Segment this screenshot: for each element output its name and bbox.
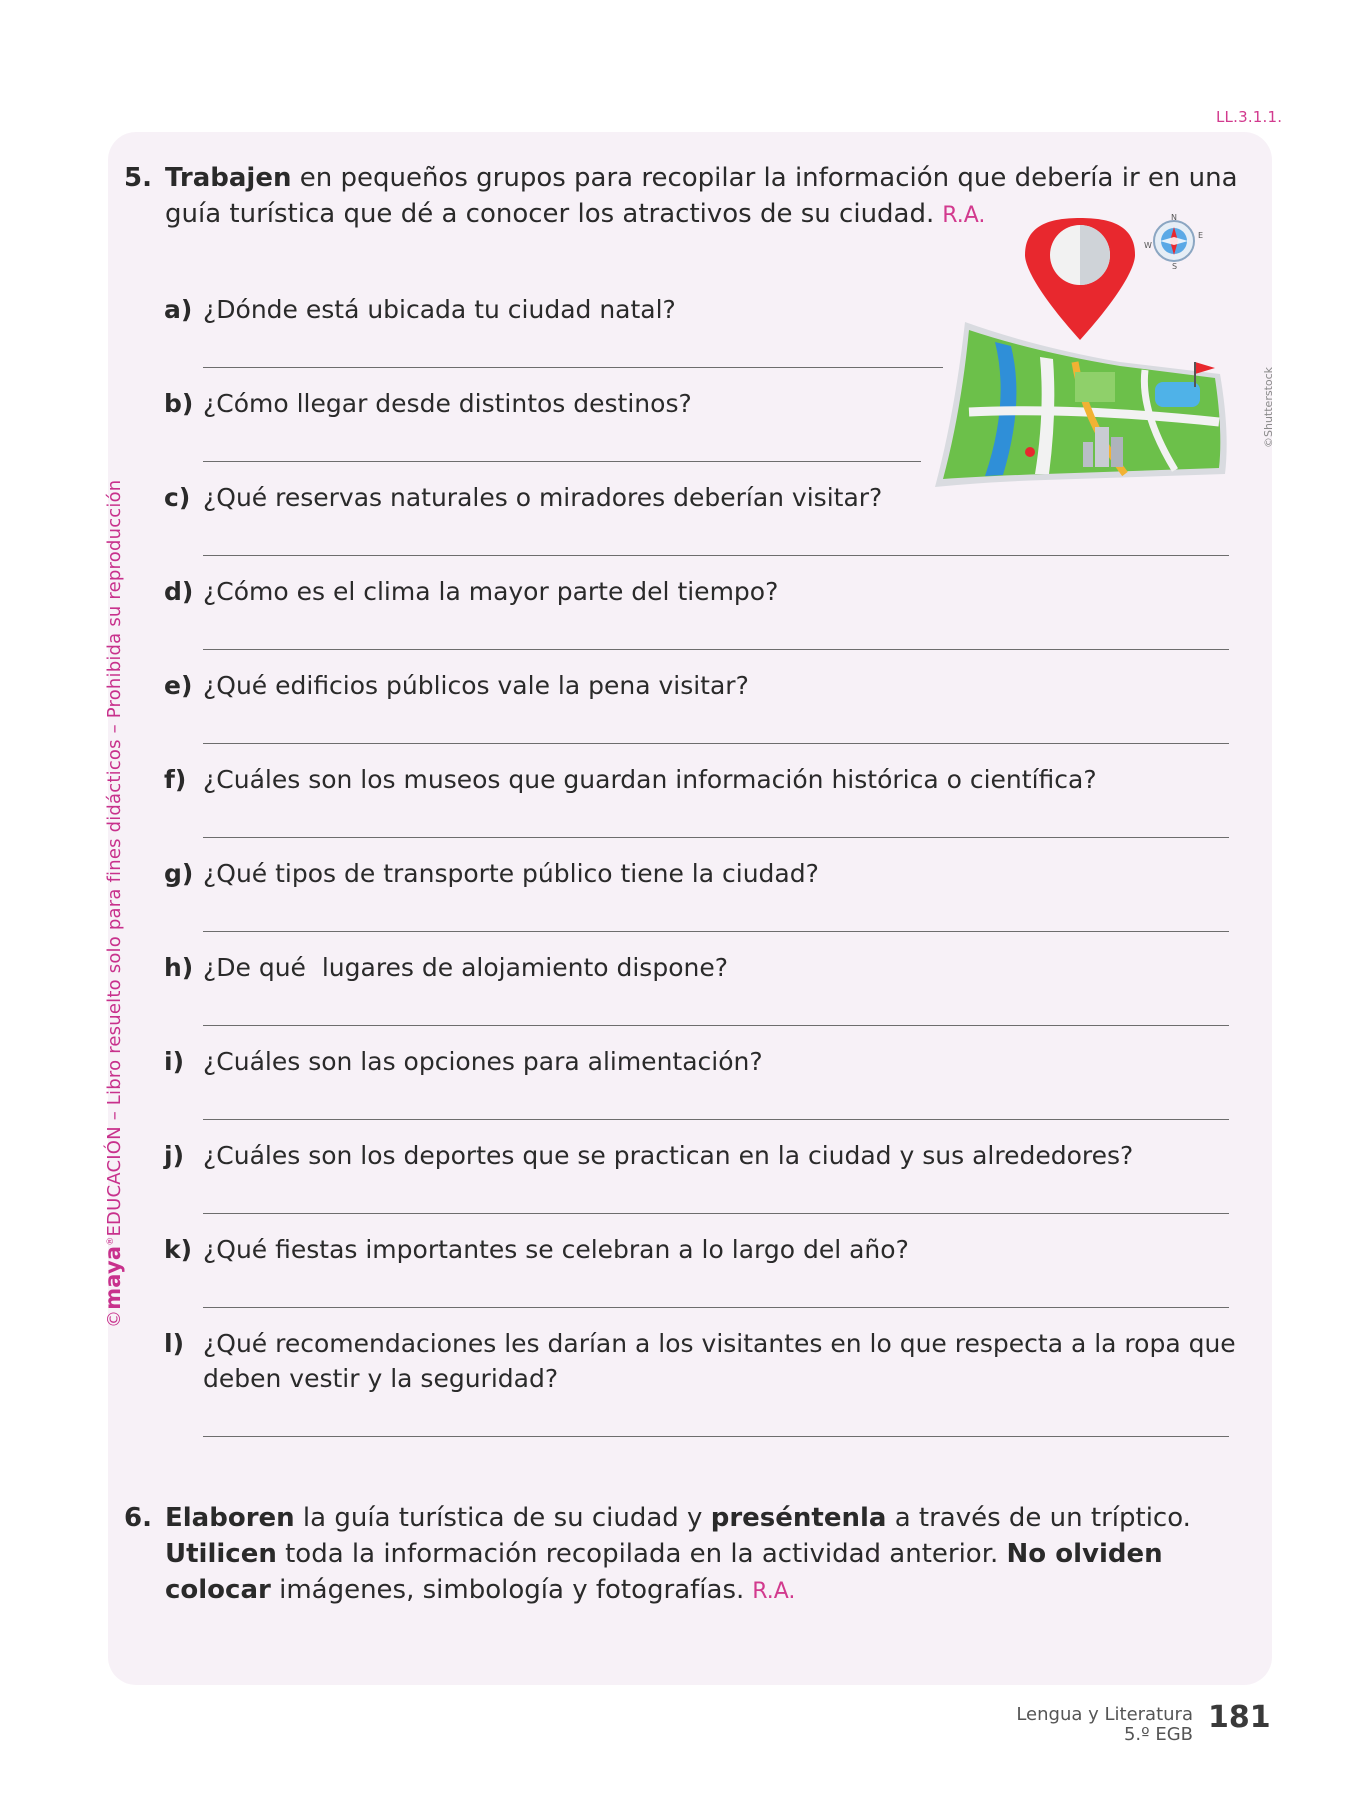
instruction-text-3: toda la información recopilada en la actividad anterior. <box>276 1539 1007 1569</box>
question-a <box>164 292 676 327</box>
ra-mark: R.A. <box>942 203 986 228</box>
instruction-text: en pequeños grupos para recopilar la información que debería ir en una guía turística que dé a conocer los atractivos de su ciudad. <box>165 163 1238 229</box>
question-text: ¿Cuáles son los deportes que se practican en la ciudad y sus alrededores? <box>203 1141 1134 1170</box>
map-svg <box>925 212 1255 502</box>
question-b <box>164 386 692 421</box>
instruction-bold-3: Utilicen <box>165 1539 277 1569</box>
question-letter: h) <box>164 953 194 982</box>
answer-line-g[interactable] <box>203 931 1229 932</box>
city-map-illustration <box>925 212 1255 502</box>
question-text: ¿Cómo es el clima la mayor parte del tiempo? <box>203 577 779 606</box>
activity-number: 6. <box>124 1503 152 1533</box>
question-letter: d) <box>164 577 194 606</box>
question-k <box>164 1232 909 1267</box>
instruction-text-4: imágenes, simbología y fotografías. <box>270 1575 745 1605</box>
instruction-text-2: a través de un tríptico. <box>886 1503 1191 1533</box>
compass-w: W <box>1144 241 1152 250</box>
footer-subject <box>1016 1705 1193 1745</box>
question-text: ¿Qué fiestas importantes se celebran a lo largo del año? <box>203 1235 909 1264</box>
question-text: ¿Dónde está ubicada tu ciudad natal? <box>203 295 676 324</box>
compass-s: S <box>1172 262 1178 271</box>
instruction-bold-1: Elaboren <box>165 1503 295 1533</box>
activity-instruction <box>165 1500 1264 1610</box>
question-text: ¿Qué reservas naturales o miradores deberían visitar? <box>203 483 883 512</box>
question-letter: c) <box>164 483 191 512</box>
question-h <box>164 950 728 985</box>
question-text: ¿Cuáles son los museos que guardan información histórica o científica? <box>203 765 1097 794</box>
activity-number: 5. <box>124 163 152 193</box>
instruction-verb: Trabajen <box>165 163 292 193</box>
instruction-bold-4: No olviden colocar <box>165 1539 1163 1605</box>
compass-icon <box>1144 213 1203 271</box>
credit-text: EDUCACIÓN – Libro resuelto solo para fines didácticos – Prohibida su reproducción <box>104 479 125 1237</box>
question-i <box>164 1044 763 1079</box>
brand-name: maya <box>101 1245 125 1310</box>
question-d <box>164 574 778 609</box>
compass-e: E <box>1198 231 1204 240</box>
question-j <box>164 1138 1133 1173</box>
registered-mark: ® <box>106 1236 116 1246</box>
question-letter: e) <box>164 671 193 700</box>
curriculum-code: LL.3.1.1. <box>1216 108 1283 126</box>
page-number: 181 <box>1208 1700 1271 1735</box>
answer-line-f[interactable] <box>203 837 1229 838</box>
question-letter: l) <box>164 1329 184 1358</box>
question-text: ¿Qué tipos de transporte público tiene la ciudad? <box>203 859 819 888</box>
question-text: ¿Qué edificios públicos vale la pena visitar? <box>203 671 749 700</box>
question-letter: i) <box>164 1047 184 1076</box>
map-base <box>935 322 1227 487</box>
answer-line-e[interactable] <box>203 743 1229 744</box>
answer-line-b[interactable] <box>203 461 921 462</box>
subject-name: Lengua y Literatura <box>1016 1704 1193 1725</box>
answer-line-h[interactable] <box>203 1025 1229 1026</box>
instruction-bold-2: preséntenla <box>710 1503 887 1533</box>
answer-line-c[interactable] <box>203 555 1229 556</box>
copyright-symbol: © <box>104 1309 125 1328</box>
answer-line-d[interactable] <box>203 649 1229 650</box>
compass-n: N <box>1171 213 1177 222</box>
question-letter: f) <box>164 765 187 794</box>
image-credit: ©Shutterstock <box>1262 366 1275 448</box>
question-e <box>164 668 749 703</box>
question-f <box>164 762 1097 797</box>
location-pin-icon <box>1025 218 1135 340</box>
answer-line-l[interactable] <box>203 1436 1229 1437</box>
question-letter: b) <box>164 389 194 418</box>
grade-level: 5.º EGB <box>1123 1724 1193 1745</box>
question-letter: k) <box>164 1235 193 1264</box>
question-text: ¿Qué recomendaciones les darían a los visitantes en lo que respecta a la ropa que deben vestir y la seguridad? <box>203 1329 1236 1393</box>
answer-line-k[interactable] <box>203 1307 1229 1308</box>
answer-line-a[interactable] <box>203 367 943 368</box>
question-text: ¿Cuáles son las opciones para alimentación? <box>203 1047 763 1076</box>
ra-mark: R.A. <box>752 1579 796 1604</box>
question-letter: j) <box>164 1141 184 1170</box>
question-text: ¿Cómo llegar desde distintos destinos? <box>203 389 692 418</box>
question-letter: a) <box>164 295 193 324</box>
instruction-text-1: la guía turística de su ciudad y <box>294 1503 711 1533</box>
question-text: ¿De qué lugares de alojamiento dispone? <box>203 953 728 982</box>
side-copyright-credit <box>101 480 125 1328</box>
answer-line-j[interactable] <box>203 1213 1229 1214</box>
question-g <box>164 856 819 891</box>
question-letter: g) <box>164 859 194 888</box>
answer-line-i[interactable] <box>203 1119 1229 1120</box>
question-c <box>164 480 882 515</box>
activity-6 <box>124 1500 1264 1610</box>
question-l <box>164 1326 1264 1396</box>
